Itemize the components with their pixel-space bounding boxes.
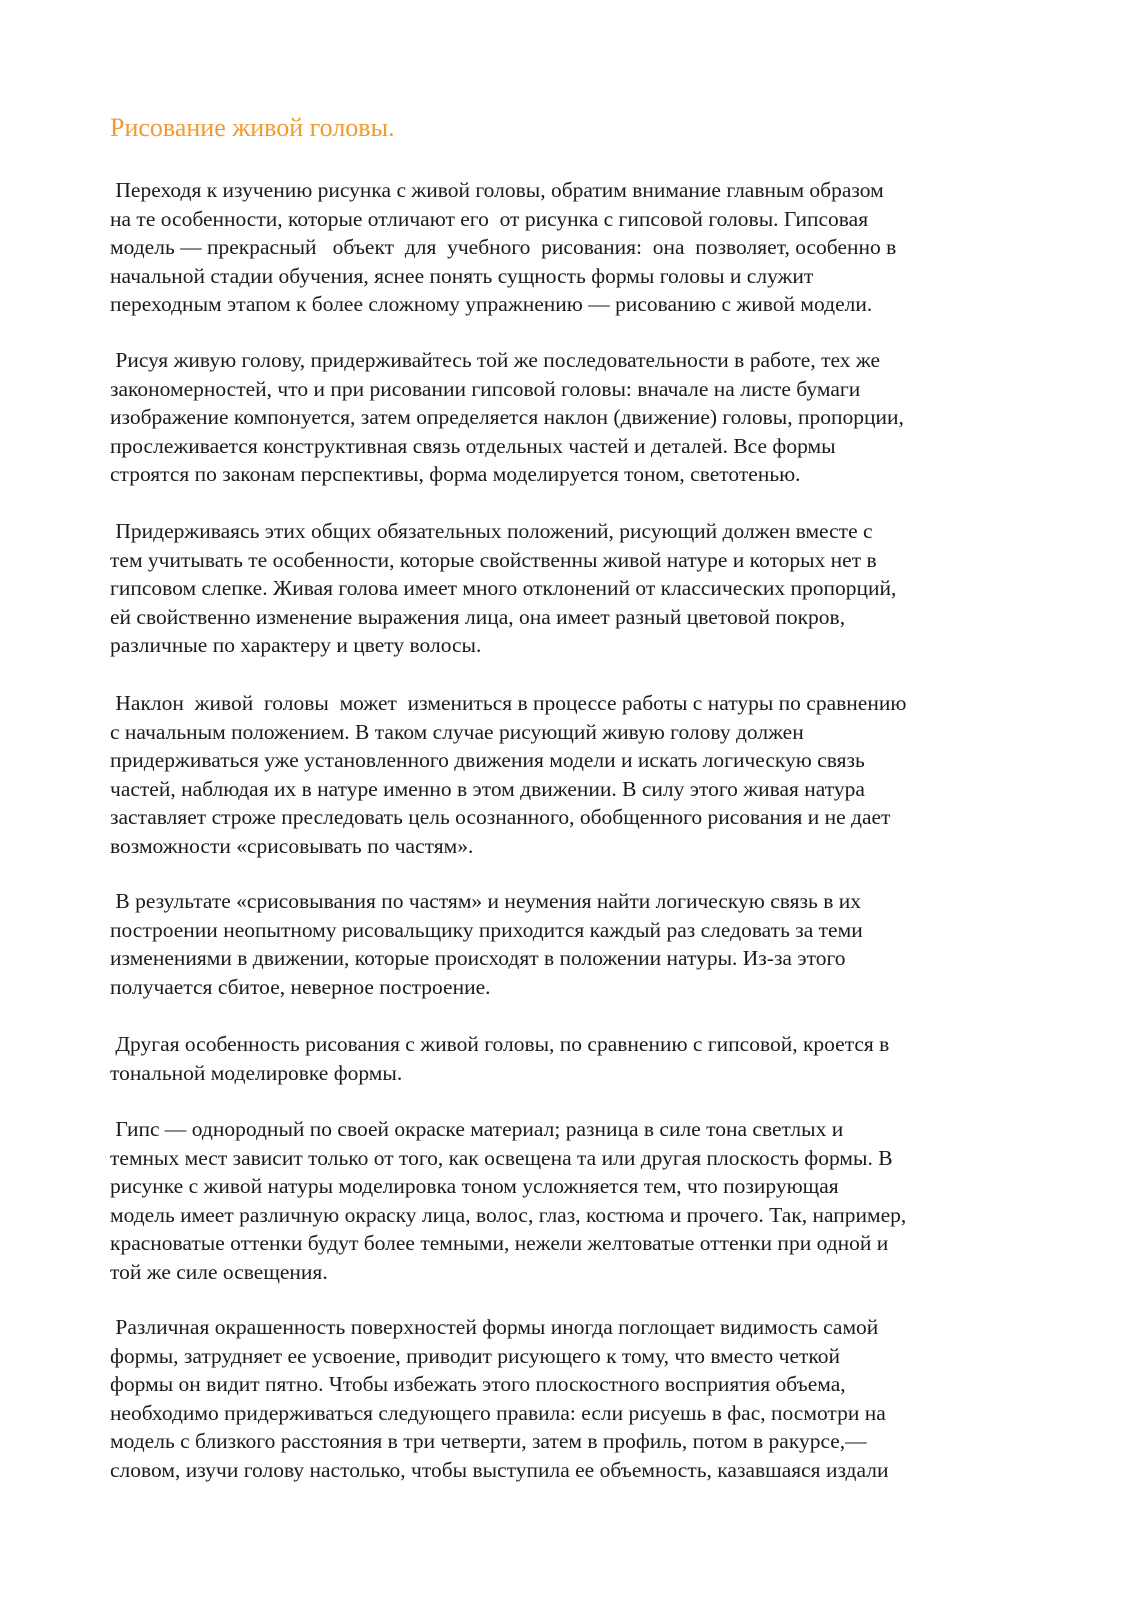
text-line: гипсовом слепке. Живая голова имеет много отклонений от классических пропорций, [110, 576, 897, 601]
paragraph-8 [110, 1313, 888, 1485]
text-line: изменениями в движении, которые происходят в положении натуры. Из-за этого [110, 946, 846, 971]
paragraph-5 [110, 887, 863, 1001]
text-line: Другая особенность рисования с живой головы, по сравнению с гипсовой, кроется в [110, 1032, 890, 1056]
text-line: ей свойственно изменение выражения лица, она имеет разный цветовой покров, [110, 604, 846, 629]
text-line: Различная окрашенность поверхностей формы иногда поглощает видимость самой [110, 1315, 879, 1339]
text-line: темных мест зависит только от того, как освещена та или другая плоскость формы. В [110, 1145, 893, 1170]
paragraph-6 [110, 1030, 889, 1087]
text-line: формы, затрудняет ее усвоение, приводит рисующего к тому, что вместо четкой [110, 1343, 841, 1368]
text-line: формы он видит пятно. Чтобы избежать этого плоскостного восприятия объема, [110, 1372, 846, 1397]
text-line: Наклон живой головы может измениться в процессе работы с натуры по сравнению [110, 691, 907, 715]
text-line: модель имеет различную окраску лица, волос, глаз, костюма и прочего. Так, например, [110, 1202, 907, 1227]
text-line: красноватые оттенки будут более темными, нежели желтоватые оттенки при одной и [110, 1231, 889, 1256]
text-line: необходимо придерживаться следующего правила: если рисуешь в фас, посмотри на [110, 1400, 886, 1425]
text-line: В результате «срисовывания по частям» и неумения найти логическую связь в их [110, 889, 861, 913]
text-line: различные по характеру и цвету волосы. [110, 633, 482, 658]
paragraph-2 [110, 346, 904, 489]
text-line: на те особенности, которые отличают его от рисунка с гипсовой головы. Гипсовая [110, 206, 869, 231]
text-line: тональной моделировке формы. [110, 1060, 403, 1085]
paragraph-3 [110, 517, 896, 660]
text-line: Гипс — однородный по своей окраске материал; разница в силе тона светлых и [110, 1117, 844, 1141]
text-line: Переходя к изучению рисунка с живой головы, обратим внимание главным образом [110, 178, 884, 202]
text-line: строятся по законам перспективы, форма моделируется тоном, светотенью. [110, 462, 801, 487]
text-line: частей, наблюдая их в натуре именно в этом движении. В силу этого живая натура [110, 776, 865, 801]
text-line: переходным этапом к более сложному упражнению — рисованию с живой модели. [110, 292, 873, 317]
text-line: закономерностей, что и при рисовании гипсовой головы: вначале на листе бумаги [110, 376, 861, 401]
text-line: возможности «срисовывать по частям». [110, 833, 474, 858]
text-line: придерживаться уже установленного движения модели и искать логическую связь [110, 748, 865, 773]
text-line: прослеживается конструктивная связь отдельных частей и деталей. Все формы [110, 433, 836, 458]
text-line: той же силе освещения. [110, 1259, 328, 1284]
text-line: построении неопытному рисовальщику приходится каждый раз следовать за теми [110, 917, 863, 942]
text-line: с начальным положением. В таком случае рисующий живую голову должен [110, 719, 804, 744]
text-line: рисунке с живой натуры моделировка тоном усложняется тем, что позирующая [110, 1174, 839, 1199]
text-line: модель — прекрасный объект для учебного рисования: она позволяет, особенно в [110, 235, 897, 260]
text-line: модель с близкого расстояния в три четверти, затем в профиль, потом в ракурсе,— [110, 1429, 867, 1454]
text-line: начальной стадии обучения, яснее понять сущность формы головы и служит [110, 263, 814, 288]
text-line: получается сбитое, неверное построение. [110, 974, 491, 999]
text-line: изображение компонуется, затем определяется наклон (движение) головы, пропорции, [110, 405, 904, 430]
page-title: Рисование живой головы. [110, 113, 395, 142]
paragraph-7 [110, 1115, 906, 1287]
text-line: заставляет строже преследовать цель осознанного, обобщенного рисования и не дает [110, 805, 891, 830]
text-line: Придерживаясь этих общих обязательных положений, рисующий должен вместе с [110, 519, 873, 543]
paragraph-4 [110, 689, 906, 861]
paragraph-1 [110, 176, 896, 319]
text-line: тем учитывать те особенности, которые свойственны живой натуре и которых нет в [110, 547, 877, 572]
text-line: словом, изучи голову настолько, чтобы выступила ее объемность, казавшаяся издали [110, 1457, 889, 1482]
text-line: Рисуя живую голову, придерживайтесь той же последовательности в работе, тех же [110, 348, 880, 372]
